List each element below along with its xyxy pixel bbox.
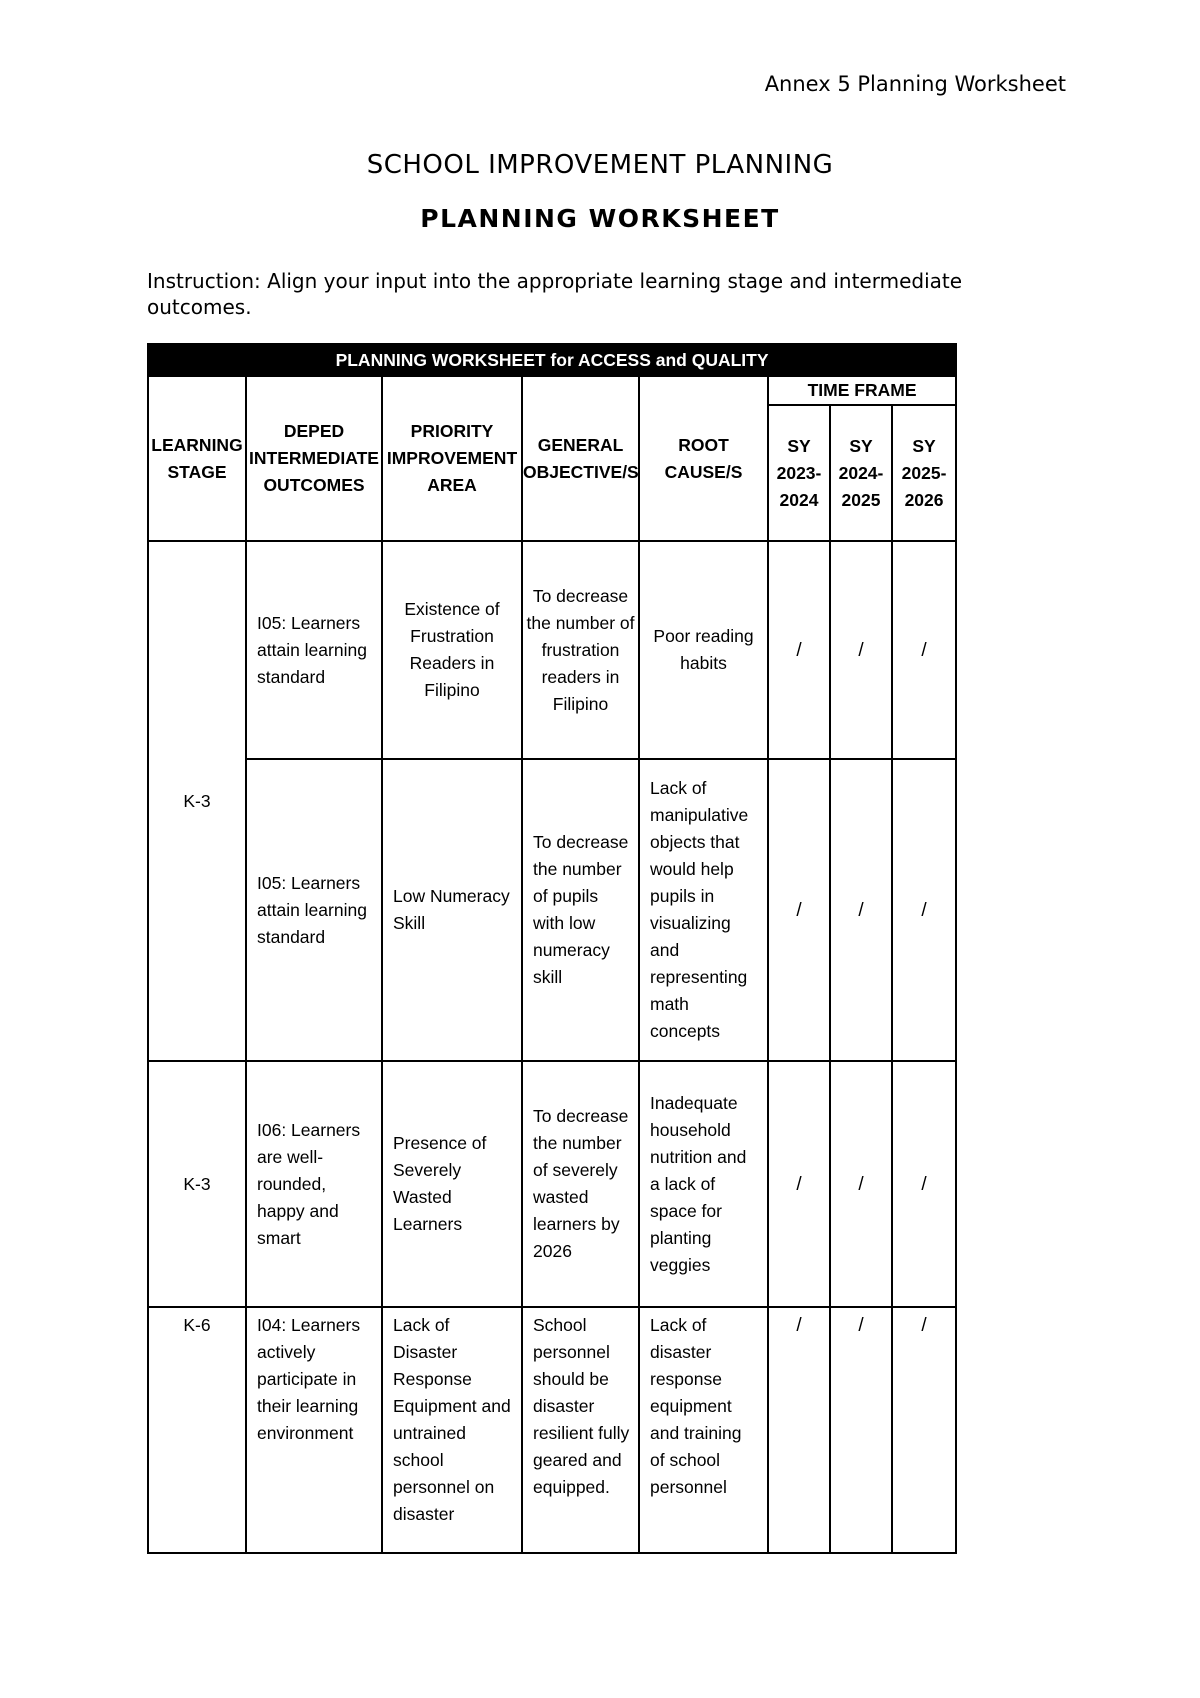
cell-priority-area: Existence of Frustration Readers in Filipino [382,541,522,759]
cell-objective: To decrease the number of frustration readers in Filipino [522,541,639,759]
cell-mark-sy3: / [892,1307,956,1553]
instruction-text: Instruction: Align your input into the appropriate learning stage and intermediate outcomes. [147,269,963,319]
cell-learning-stage: K-3 [148,541,246,1061]
cell-root-cause: Poor reading habits [639,541,768,759]
cell-mark-sy3: / [892,759,956,1061]
col-header-sy-2024-2025: SY 2024-2025 [830,405,892,541]
table-row [148,1061,956,1307]
cell-mark-sy2: / [830,541,892,759]
document-subtitle: PLANNING WORKSHEET [420,204,780,233]
cell-mark-sy1: / [768,759,830,1061]
col-header-learning-stage: LEARNING STAGE [148,376,246,541]
cell-root-cause: Lack of manipulative objects that would help pupils in visualizing and representing math concepts [639,759,768,1061]
cell-objective: School personnel should be disaster resilient fully geared and equipped. [522,1307,639,1553]
col-header-root-causes: ROOT CAUSE/S [639,376,768,541]
table-row [148,759,956,1061]
cell-mark-sy2: / [830,759,892,1061]
cell-mark-sy2: / [830,1061,892,1307]
cell-mark-sy2: / [830,1307,892,1553]
col-header-general-objectives: GENERAL OBJECTIVE/S [522,376,639,541]
cell-mark-sy3: / [892,541,956,759]
cell-mark-sy3: / [892,1061,956,1307]
cell-outcome: I06: Learners are well-rounded, happy and smart [246,1061,382,1307]
cell-outcome: I05: Learners attain learning standard [246,541,382,759]
cell-priority-area: Lack of Disaster Response Equipment and untrained school personnel on disaster [382,1307,522,1553]
cell-outcome: I04: Learners actively participate in their learning environment [246,1307,382,1553]
cell-mark-sy1: / [768,1061,830,1307]
cell-mark-sy1: / [768,1307,830,1553]
col-header-priority-area: PRIORITY IMPROVEMENT AREA [382,376,522,541]
col-header-time-frame: TIME FRAME [768,376,956,405]
col-header-deped-outcomes: DEPED INTERMEDIATE OUTCOMES [246,376,382,541]
annex-label: Annex 5 Planning Worksheet [764,72,1066,96]
col-header-sy-2023-2024: SY 2023-2024 [768,405,830,541]
table-row [148,1307,956,1553]
cell-learning-stage: K-3 [148,1061,246,1307]
cell-priority-area: Low Numeracy Skill [382,759,522,1061]
cell-mark-sy1: / [768,541,830,759]
cell-outcome: I05: Learners attain learning standard [246,759,382,1061]
col-header-sy-2025-2026: SY 2025-2026 [892,405,956,541]
cell-objective: To decrease the number of pupils with low numeracy skill [522,759,639,1061]
document-title: SCHOOL IMPROVEMENT PLANNING [366,150,834,180]
cell-objective: To decrease the number of severely wasted learners by 2026 [522,1061,639,1307]
cell-root-cause: Inadequate household nutrition and a lack of space for planting veggies [639,1061,768,1307]
planning-worksheet-table [147,343,957,1554]
table-banner: PLANNING WORKSHEET for ACCESS and QUALITY [148,344,956,376]
cell-learning-stage: K-6 [148,1307,246,1553]
cell-root-cause: Lack of disaster response equipment and training of school personnel [639,1307,768,1553]
table-row [148,541,956,759]
cell-priority-area: Presence of Severely Wasted Learners [382,1061,522,1307]
